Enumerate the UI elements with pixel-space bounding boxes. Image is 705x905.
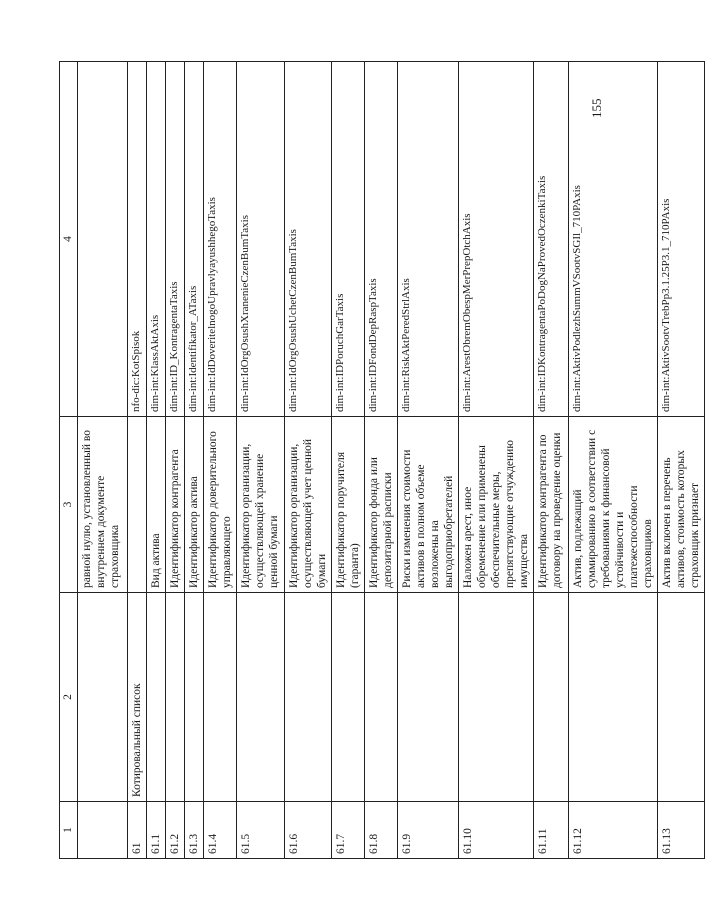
- row-name: [658, 593, 705, 802]
- row-code: dim-int:IdOrgOsushUchetCzenBumTaxis: [285, 62, 332, 417]
- row-description: Актив, подлежащий суммированию в соответствии с требованиями к финансовой устойчивости и платежеспособности страховщиков: [569, 417, 658, 593]
- page-number: 155: [589, 98, 604, 118]
- row-name: [185, 593, 204, 802]
- row-description: Идентификатор организации, осуществляющей хранение ценной бумаги: [237, 417, 285, 593]
- row-code: dim-int:AktivPodlezhSummVSootvSGIl_710PAxis: [569, 62, 658, 417]
- row-name: [285, 593, 332, 802]
- row-code: [78, 62, 128, 417]
- row-number: 61.13: [658, 802, 705, 859]
- row-code: dim-int:IDKontragentaPoDogNaProvedOczenkiTaxis: [534, 62, 569, 417]
- header-col-2: 2: [60, 593, 78, 802]
- row-description: Наложен арест, иное обременение или применены обеспечительные меры, препятствующие отчуждению имущества: [459, 417, 534, 593]
- row-number: 61.5: [237, 802, 285, 859]
- row-name: [204, 593, 237, 802]
- table-row: [237, 62, 285, 859]
- row-description: равной нулю, установленный во внутреннем документе страховщика: [78, 417, 128, 593]
- row-code: dim-int:ID_KontragentaTaxis: [166, 62, 185, 417]
- row-number: 61.3: [185, 802, 204, 859]
- row-number: 61.6: [285, 802, 332, 859]
- row-number: 61.1: [147, 802, 166, 859]
- header-col-3: 3: [60, 417, 78, 593]
- row-name: [569, 593, 658, 802]
- row-name: [78, 593, 128, 802]
- row-number: 61.4: [204, 802, 237, 859]
- table-row: [285, 62, 332, 859]
- table-row: [166, 62, 185, 859]
- row-name: [332, 593, 365, 802]
- row-description: Идентификатор организации, осуществляющей учет ценной бумаги: [285, 417, 332, 593]
- row-code: dim-int:RiskAktPeredStrlAxis: [398, 62, 459, 417]
- table-row: [128, 62, 147, 859]
- row-number: 61.2: [166, 802, 185, 859]
- table-row: [332, 62, 365, 859]
- header-col-4: 4: [60, 62, 78, 417]
- table-row: [204, 62, 237, 859]
- row-description: Риски изменения стоимости активов в полном объеме возложены на выгодоприобретателей: [398, 417, 459, 593]
- row-code: dim-int:IDFondDepRaspTaxis: [365, 62, 398, 417]
- row-number: 61.11: [534, 802, 569, 859]
- table-row: [534, 62, 569, 859]
- row-description: [128, 417, 147, 593]
- row-number: 61.9: [398, 802, 459, 859]
- row-description: Идентификатор контрагента: [166, 417, 185, 593]
- row-description: Идентификатор контрагента по договору на проведение оценки: [534, 417, 569, 593]
- row-name: [237, 593, 285, 802]
- row-description: Идентификатор фонда или депозитарной расписки: [365, 417, 398, 593]
- row-code: dim-int:ArestObremObespMerPrepOtchAxis: [459, 62, 534, 417]
- row-name: [166, 593, 185, 802]
- table-row: [78, 62, 128, 859]
- row-code: nfo-dic:KotSpisok: [128, 62, 147, 417]
- table-row: [147, 62, 166, 859]
- row-description: Идентификатор актива: [185, 417, 204, 593]
- row-name: Котировальный список: [128, 593, 147, 802]
- header-col-1: 1: [60, 802, 78, 859]
- row-number: 61.12: [569, 802, 658, 859]
- row-name: [534, 593, 569, 802]
- row-code: dim-int:IdDoveritelnogoUpravlyayushhegoTaxis: [204, 62, 237, 417]
- row-number: 61.7: [332, 802, 365, 859]
- table-row: [185, 62, 204, 859]
- row-code: dim-int:IDPoruchGarTaxis: [332, 62, 365, 417]
- table-row: [398, 62, 459, 859]
- header-row: [60, 62, 78, 859]
- row-code: dim-int:Identifikator_ATaxis: [185, 62, 204, 417]
- row-name: [459, 593, 534, 802]
- row-number: 61.8: [365, 802, 398, 859]
- row-name: [398, 593, 459, 802]
- row-code: dim-int:IdOrgOsushXranenieCzenBumTaxis: [237, 62, 285, 417]
- table-row: [658, 62, 705, 859]
- row-code: dim-int:KlassAktAxis: [147, 62, 166, 417]
- row-description: Вид актива: [147, 417, 166, 593]
- row-description: Идентификатор поручителя (гаранта): [332, 417, 365, 593]
- row-number: 61.10: [459, 802, 534, 859]
- row-description: Актив включен в перечень активов, стоимость которых страховщик признает: [658, 417, 705, 593]
- table-row: [365, 62, 398, 859]
- table-row: [569, 62, 658, 859]
- table-row: [459, 62, 534, 859]
- row-name: [147, 593, 166, 802]
- row-number: [78, 802, 128, 859]
- data-table: [59, 61, 705, 859]
- row-name: [365, 593, 398, 802]
- row-code: dim-int:AktivSootvTrebPp3.1.25P3.1_710PAxis: [658, 62, 705, 417]
- row-number: 61: [128, 802, 147, 859]
- row-description: Идентификатор доверительного управляющего: [204, 417, 237, 593]
